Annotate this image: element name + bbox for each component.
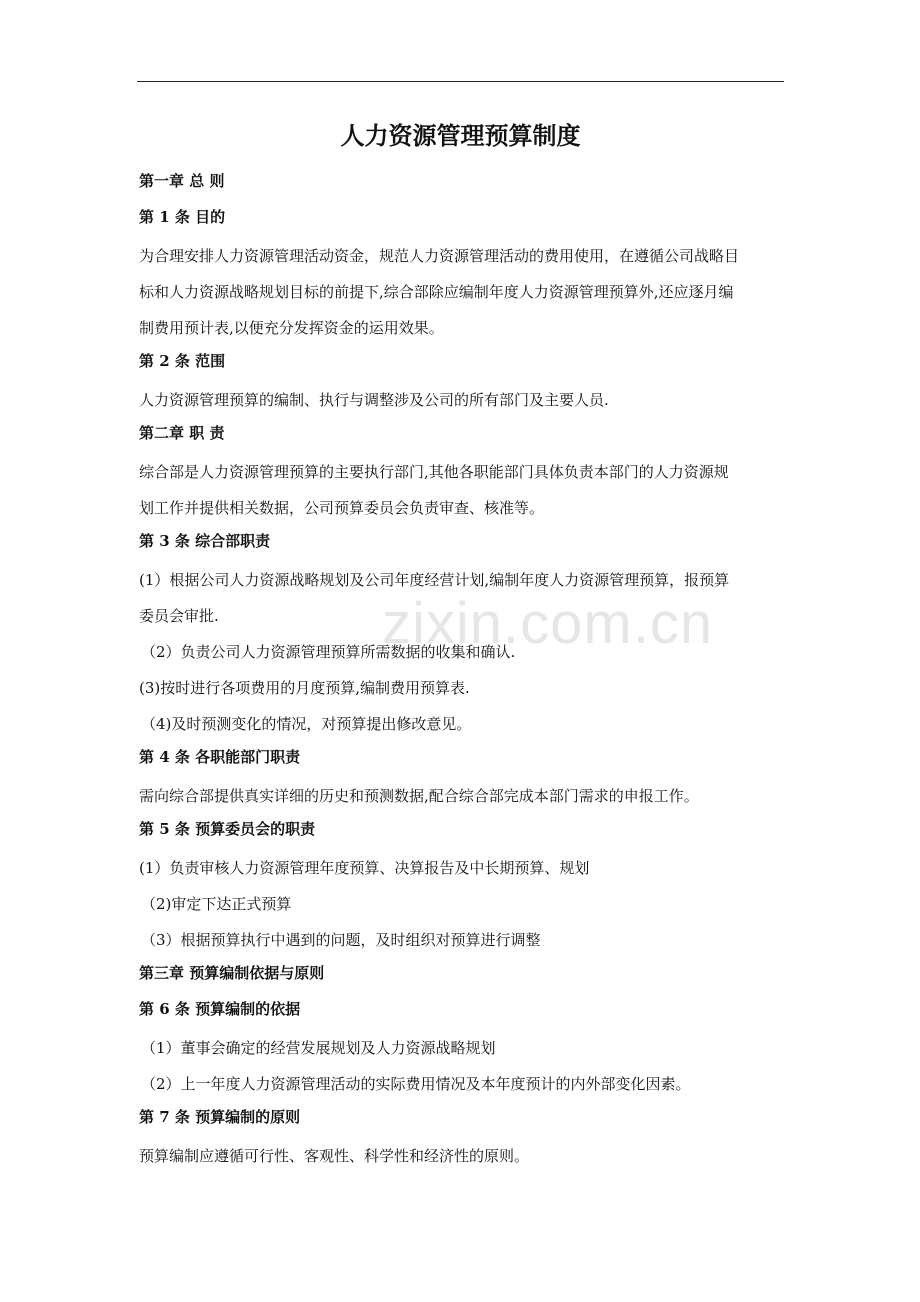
section-heading: 第三章 预算编制依据与原则 — [139, 964, 325, 982]
paragraph-line: 委员会审批. — [139, 607, 219, 625]
paragraph-line: 需向综合部提供真实详细的历史和预测数据,配合综合部完成本部门需求的申报工作。 — [139, 787, 699, 805]
document-body — [139, 166, 784, 1174]
header-rule — [137, 81, 784, 82]
paragraph-line: 标和人力资源战略规划目标的前提下,综合部除应编制年度人力资源管理预算外,还应逐月编 — [139, 283, 734, 301]
section-heading: 第 1 条 目的 — [139, 208, 226, 226]
paragraph-line: （2）负责公司人力资源管理预算所需数据的收集和确认. — [141, 643, 516, 661]
paragraph-line: (1）负责审核人力资源管理年度预算、决算报告及中长期预算、规划 — [139, 859, 590, 877]
paragraph-line: 划工作并提供相关数据，公司预算委员会负责审查、核准等。 — [139, 499, 545, 517]
paragraph-line: (3)按时进行各项费用的月度预算,编制费用预算表. — [139, 679, 470, 697]
paragraph-line: 综合部是人力资源管理预算的主要执行部门,其他各职能部门具体负责本部门的人力资源规 — [139, 463, 729, 481]
section-heading: 第一章 总 则 — [139, 172, 225, 190]
paragraph-line: (1）根据公司人力资源战略规划及公司年度经营计划,编制年度人力资源管理预算，报预算 — [139, 571, 730, 589]
watermark: zixin.com.cn — [382, 591, 714, 656]
paragraph-line: （1）董事会确定的经营发展规划及人力资源战略规划 — [141, 1039, 496, 1057]
section-heading: 第 4 条 各职能部门职责 — [139, 748, 301, 766]
section-heading: 第 7 条 预算编制的原则 — [139, 1108, 301, 1126]
paragraph-line: 人力资源管理预算的编制、执行与调整涉及公司的所有部门及主要人员. — [139, 391, 609, 409]
paragraph-line: （3）根据预算执行中遇到的问题，及时组织对预算进行调整 — [141, 931, 541, 949]
paragraph-line: 预算编制应遵循可行性、客观性、科学性和经济性的原则。 — [139, 1147, 530, 1165]
paragraph-line: （4)及时预测变化的情况，对预算提出修改意见。 — [141, 715, 472, 733]
paragraph-line: 为合理安排人力资源管理活动资金，规范人力资源管理活动的费用使用，在遵循公司战略目 — [139, 247, 740, 265]
section-heading: 第 3 条 综合部职责 — [139, 532, 271, 550]
paragraph-line: 制费用预计表,以便充分发挥资金的运用效果。 — [139, 319, 444, 337]
section-heading: 第 6 条 预算编制的依据 — [139, 1000, 301, 1018]
section-heading: 第 5 条 预算委员会的职责 — [139, 820, 316, 838]
paragraph-line: （2)审定下达正式预算 — [141, 895, 292, 913]
paragraph-line: （2）上一年度人力资源管理活动的实际费用情况及本年度预计的内外部变化因素。 — [141, 1075, 691, 1093]
document-title: 人力资源管理预算制度 — [340, 121, 581, 150]
section-heading: 第 2 条 范围 — [139, 352, 226, 370]
section-heading: 第二章 职 责 — [139, 424, 225, 442]
